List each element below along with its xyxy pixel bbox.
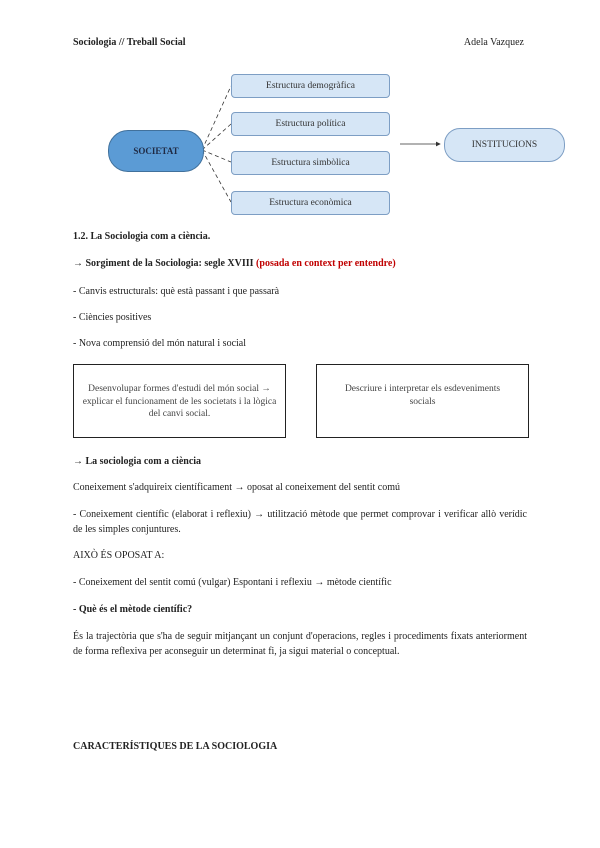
box-descriure: Descriure i interpretar els esdeveniments socials xyxy=(316,364,529,438)
ciencia-line3: - Coneixement del sentit comú (vulgar) Espontani i reflexiu → mètode científic xyxy=(73,577,392,588)
structure-simbolica: Estructura simbòlica xyxy=(231,151,390,175)
caracteristiques-heading: CARACTERÍSTIQUES DE LA SOCIOLOGIA xyxy=(73,741,278,752)
sorgiment-line xyxy=(73,257,527,272)
institucions-node: INSTITUCIONS xyxy=(444,128,565,162)
structure-demografica: Estructura demogràfica xyxy=(231,74,390,98)
ciencia-title: → La sociologia com a ciència xyxy=(73,456,202,467)
bullet-ciencies: - Ciències positives xyxy=(73,312,152,323)
metode-answer: És la trajectòria que s'ha de seguir mitjançant un conjunt d'operacions, regles i procediments fixats anteriorment de forma reflexiva per aconseguir un determinat fi, ja sigui material o conceptual. xyxy=(73,631,527,657)
header-course-title: Sociologia // Treball Social xyxy=(73,37,186,48)
societat-node: SOCIETAT xyxy=(108,130,204,172)
ciencia-line2: - Coneixement científic (elaborat i reflexiu) → utilització mètode que permet comprovar i verificar allò verídic de les simples conjuntures. xyxy=(73,509,527,535)
structure-economica: Estructura econòmica xyxy=(231,191,390,215)
bullet-comprensio: - Nova comprensió del món natural i social xyxy=(73,338,247,349)
structure-politica: Estructura política xyxy=(231,112,390,136)
bullet-canvis: - Canvis estructurals: què està passant i que passarà xyxy=(73,286,280,297)
header-author: Adela Vazquez xyxy=(463,37,524,48)
metode-question: - Què és el mètode científic? xyxy=(73,604,193,615)
sorgiment-note: (posada en context per entendre) xyxy=(256,258,396,269)
section-title: 1.2. La Sociologia com a ciència. xyxy=(73,231,211,242)
box-desenvolupar: Desenvolupar formes d'estudi del món social → explicar el funcionament de les societats i la lògica del canvi social. xyxy=(73,364,286,438)
sorgiment-label: → Sorgiment de la Sociologia: segle XVIII xyxy=(73,258,254,269)
ciencia-line1: Coneixement s'adquireix científicament → oposat al coneixement del sentit comú xyxy=(73,482,400,493)
oposat-heading: AIXÒ ÉS OPOSAT A: xyxy=(73,550,165,561)
